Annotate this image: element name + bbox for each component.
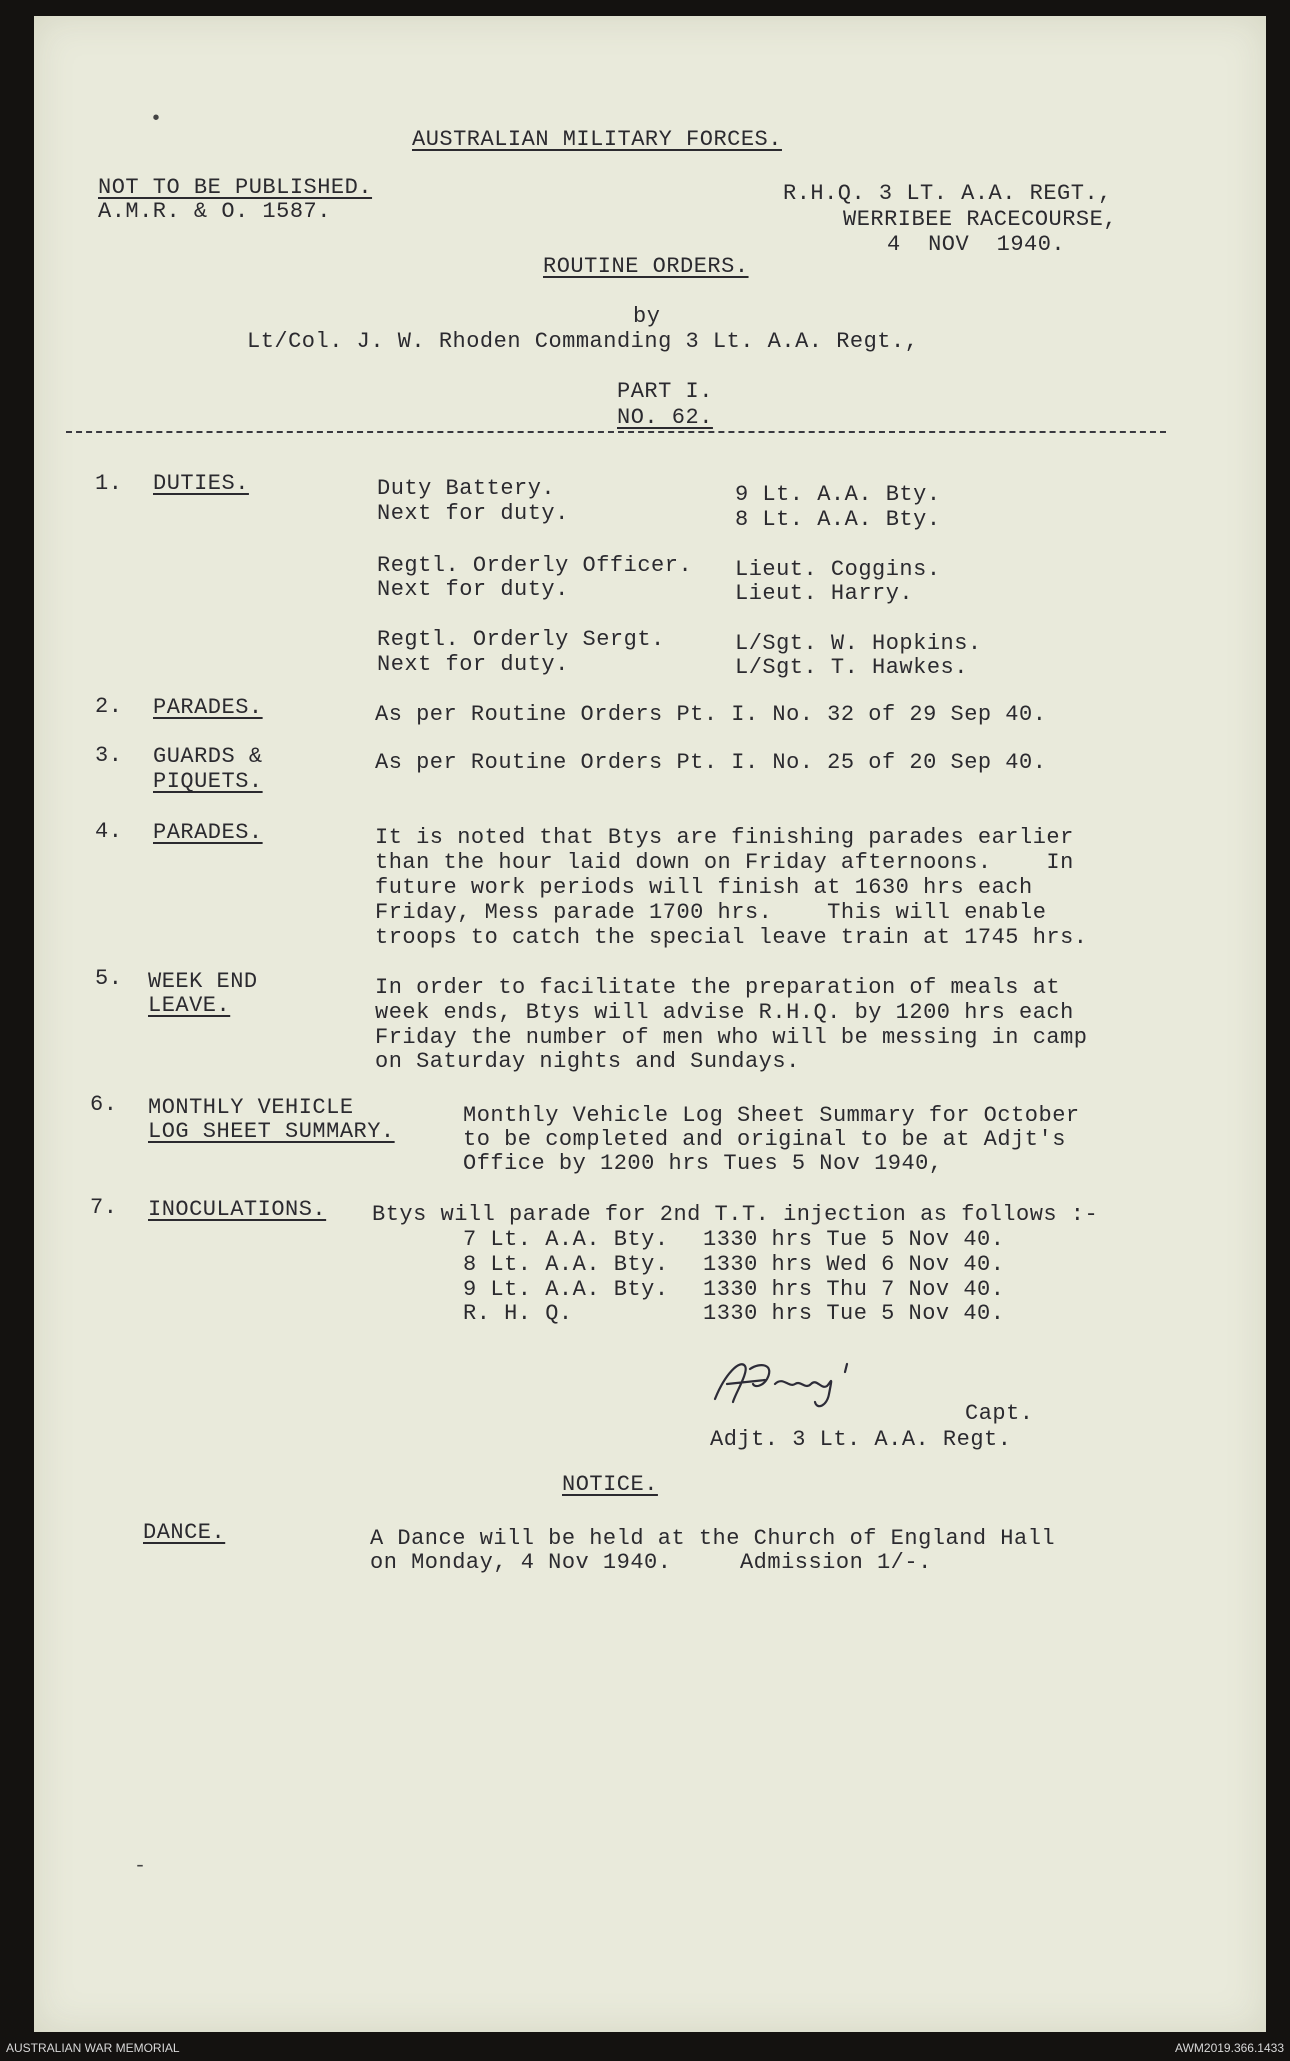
- inoculation-unit: 8 Lt. A.A. Bty.: [463, 1252, 669, 1277]
- order-title-parades: PARADES.: [153, 820, 263, 845]
- order-text: As per Routine Orders Pt. I. No. 32 of 29 Sep 40.: [375, 702, 1047, 727]
- duty-label: Next for duty.: [377, 577, 569, 602]
- notice-text-line: on Monday, 4 Nov 1940. Admission 1/-.: [370, 1550, 932, 1575]
- by-text: by: [633, 304, 661, 329]
- order-title-piquets: PIQUETS.: [153, 769, 263, 794]
- location: WERRIBEE RACECOURSE,: [843, 207, 1118, 232]
- document-date: 4 NOV 1940.: [887, 232, 1066, 257]
- order-text-line: on Saturday nights and Sundays.: [375, 1049, 800, 1074]
- order-number-5: 5.: [95, 966, 123, 991]
- notice-text-line: A Dance will be held at the Church of England Hall: [370, 1526, 1056, 1551]
- order-title-inoculations: INOCULATIONS.: [148, 1197, 327, 1222]
- unit-name: R.H.Q. 3 LT. A.A. REGT.,: [783, 181, 1112, 206]
- divider-line: [66, 431, 1166, 433]
- order-text-line: Friday, Mess parade 1700 hrs. This will enable: [375, 900, 1047, 925]
- duty-label: Next for duty.: [377, 501, 569, 526]
- inoculation-unit: 7 Lt. A.A. Bty.: [463, 1227, 669, 1252]
- inoculation-unit: 9 Lt. A.A. Bty.: [463, 1277, 669, 1302]
- duty-value: L/Sgt. T. Hawkes.: [735, 655, 968, 680]
- paper-mark: -: [134, 1855, 147, 1878]
- order-text-line: week ends, Btys will advise R.H.Q. by 1200 hrs each: [375, 1000, 1074, 1025]
- duty-label: Next for duty.: [377, 652, 569, 677]
- order-text-line: Friday the number of men who will be messing in camp: [375, 1025, 1088, 1050]
- order-text-line: troops to catch the special leave train at 1745 hrs.: [375, 925, 1088, 950]
- classification: NOT TO BE PUBLISHED.: [98, 175, 373, 200]
- order-text-line: Monthly Vehicle Log Sheet Summary for October: [463, 1103, 1080, 1128]
- order-title-guards: GUARDS &: [153, 744, 263, 769]
- order-number-1: 1.: [95, 471, 123, 496]
- order-title-vehicle: MONTHLY VEHICLE: [148, 1095, 354, 1120]
- order-title-weekend: WEEK END: [148, 969, 258, 994]
- order-number-7: 7.: [90, 1195, 118, 1220]
- order-title-log-sheet: LOG SHEET SUMMARY.: [148, 1119, 395, 1144]
- duty-value: Lieut. Harry.: [735, 581, 914, 606]
- duty-label: Duty Battery.: [377, 476, 556, 501]
- archive-footer: [0, 2032, 1290, 2061]
- order-text-line: future work periods will finish at 1630 hrs each: [375, 875, 1033, 900]
- order-text-line: to be completed and original to be at Adjt's: [463, 1127, 1066, 1152]
- duty-value: 9 Lt. A.A. Bty.: [735, 482, 941, 507]
- notice-title: DANCE.: [143, 1520, 226, 1545]
- order-title-duties: DUTIES.: [153, 471, 249, 496]
- commander-line: Lt/Col. J. W. Rhoden Commanding 3 Lt. A.A. Regt.,: [247, 329, 919, 354]
- inoculation-time: 1330 hrs Thu 7 Nov 40.: [703, 1277, 1005, 1302]
- archive-name: AUSTRALIAN WAR MEMORIAL: [6, 2041, 180, 2055]
- order-number-3: 3.: [95, 743, 123, 768]
- duty-value: L/Sgt. W. Hopkins.: [735, 631, 982, 656]
- notice-heading: NOTICE.: [562, 1472, 658, 1497]
- order-title-parades: PARADES.: [153, 695, 263, 720]
- order-number-2: 2.: [95, 694, 123, 719]
- order-number: NO. 62.: [617, 405, 713, 430]
- duty-value: 8 Lt. A.A. Bty.: [735, 507, 941, 532]
- order-number-4: 4.: [95, 819, 123, 844]
- inoculation-time: 1330 hrs Wed 6 Nov 40.: [703, 1252, 1005, 1277]
- document-title: AUSTRALIAN MILITARY FORCES.: [412, 127, 782, 152]
- signature-icon: [705, 1354, 935, 1414]
- inoculation-time: 1330 hrs Tue 5 Nov 40.: [703, 1227, 1005, 1252]
- archive-reference: AWM2019.366.1433: [1175, 2041, 1284, 2055]
- order-number-6: 6.: [90, 1092, 118, 1117]
- order-text-line: than the hour laid down on Friday afternoons. In: [375, 850, 1074, 875]
- duty-value: Lieut. Coggins.: [735, 557, 941, 582]
- order-text-line: In order to facilitate the preparation of meals at: [375, 975, 1061, 1000]
- inoculation-time: 1330 hrs Tue 5 Nov 40.: [703, 1301, 1005, 1326]
- duty-label: Regtl. Orderly Sergt.: [377, 627, 665, 652]
- inoculation-unit: R. H. Q.: [463, 1301, 573, 1326]
- order-text-line: It is noted that Btys are finishing parades earlier: [375, 825, 1074, 850]
- order-text: As per Routine Orders Pt. I. No. 25 of 20 Sep 40.: [375, 750, 1047, 775]
- paper-mark: •: [150, 108, 163, 131]
- order-text-line: Btys will parade for 2nd T.T. injection as follows :-: [372, 1202, 1099, 1227]
- signatory-rank: Capt.: [965, 1401, 1034, 1426]
- reference: A.M.R. & O. 1587.: [98, 199, 331, 224]
- order-title-leave: LEAVE.: [148, 993, 231, 1018]
- duty-label: Regtl. Orderly Officer.: [377, 553, 693, 578]
- orders-heading: ROUTINE ORDERS.: [543, 254, 749, 279]
- order-text-line: Office by 1200 hrs Tues 5 Nov 1940,: [463, 1151, 943, 1176]
- part-number: PART I.: [617, 379, 713, 404]
- signatory-appointment: Adjt. 3 Lt. A.A. Regt.: [710, 1427, 1012, 1452]
